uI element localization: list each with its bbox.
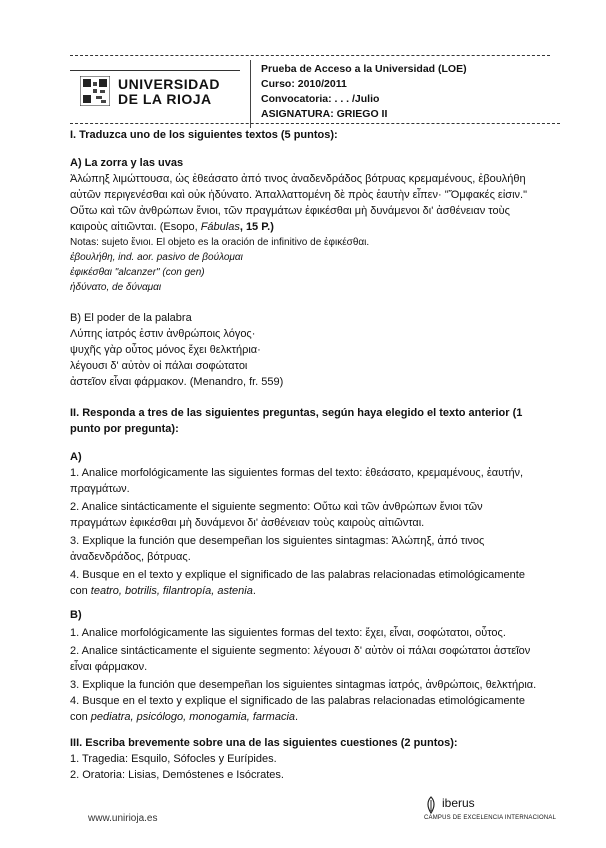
course-label: Curso: 2010/2011 — [261, 78, 347, 90]
sectionA-line: 4. Busque en el texto y explique el significado de las palabras relacionadas etimológicamente — [70, 569, 525, 581]
iberus-logo-icon — [424, 796, 438, 814]
part3-item: 1. Tragedia: Esquilo, Sófocles y Eurípides. — [70, 753, 277, 765]
part1-heading: I. Traduzca uno de los siguientes textos (5 puntos): — [70, 129, 338, 141]
header-top-rule — [70, 55, 550, 56]
textB-line: ψυχῆς γὰρ οὗτος μόνος ἔχει θελκτήρια· — [70, 344, 261, 356]
textB-line: Λύπης ἰατρός ἐστιν ἀνθρώποις λόγος· — [70, 328, 256, 340]
part3-heading: III. Escriba brevemente sobre una de las siguientes cuestiones (2 puntos): — [70, 737, 458, 749]
textA-last-line — [70, 220, 274, 234]
sectionA-line: πραγμάτων. — [70, 483, 130, 495]
textB-title: B) El poder de la palabra — [70, 312, 192, 324]
sectionB-q4-words-line — [70, 710, 298, 724]
session-label: Convocatoria: . . . /Julio — [261, 93, 380, 105]
header-bottom-rule — [70, 123, 560, 124]
sectionA-q4-words: teatro, botrilis, filantropía, astenia — [90, 585, 253, 597]
sectionA-line: ἀναδενδράδος, βότρυας. — [70, 551, 191, 563]
sectionB-line: 2. Analice sintácticamente el siguiente segmento: λέγουσι δ' αὐτὸν οἱ πάλαι σοφώτατοι ἀστεῖον — [70, 645, 531, 657]
footer-website: www.unirioja.es — [88, 813, 158, 824]
university-name-line2: DE LA RIOJA — [118, 91, 212, 107]
sectionA-q4-suffix: . — [252, 585, 256, 597]
textA-line: Ἀλώπηξ λιμώττουσα, ὡς ἐθεάσατο ἀπό τινος ἀναδενδράδος βότρυας κρεμαμένους, ἐβουλήθη — [70, 173, 526, 185]
sectionB-q4-words: pediatra, psicólogo, monogamia, farmacia — [90, 711, 296, 723]
part2-heading-cont: punto por pregunta): — [70, 423, 179, 435]
subject-label: ASIGNATURA: GRIEGO II — [261, 108, 388, 120]
part2-heading: II. Responda a tres de las siguientes preguntas, según haya elegido el texto anterior (1 — [70, 407, 523, 419]
textA-line: Οὕτω καὶ τῶν ἀνθρώπων ἔνιοι, τῶν πραγμάτων ἐφικέσθαι μὴ δυνάμενοι δι' ἀσθένειαν τοὺς — [70, 205, 510, 217]
sectionB-q4-suffix: . — [295, 711, 299, 723]
textA-note: ἠδύνατο, de δύναμαι — [70, 282, 162, 293]
textA-last-greek: καιροὺς αἰτιῶνται. — [70, 221, 157, 233]
header-info-box — [250, 60, 561, 128]
sectionA-line: 1. Analice morfológicamente las siguientes formas del texto: ἐθεάσατο, κρεμαμένους, ἑαυτήν, — [70, 467, 524, 479]
textA-source-work: Fábulas — [200, 221, 240, 233]
sectionA-line: πραγμάτων ἐφικέσθαι μὴ δυνάμενοι δι' ἀσθένειαν τοὺς καιροὺς αἰτιῶνται. — [70, 517, 425, 529]
textB-line: λέγουσι δ' αὐτὸν οἱ πάλαι σοφώτατοι — [70, 360, 248, 372]
footer-brand: iberus — [442, 796, 475, 810]
sectionB-line: 4. Busque en el texto y explique el significado de las palabras relacionadas etimológicamente — [70, 695, 525, 707]
textB-last-line: ἀστεῖον εἶναι φάρμακον. (Menandro, fr. 559) — [70, 376, 284, 388]
textA-source-prefix: (Esopo, — [159, 221, 201, 233]
sectionB-line: 3. Explique la función que desempeñan los siguientes sintagmas ἰατρός, ἀνθρώποις, θελκτήρια. — [70, 679, 537, 691]
part3-item: 2. Oratoria: Lisias, Demóstenes e Isócrates. — [70, 769, 284, 781]
sectionA-line: 3. Explique la función que desempeñan los siguientes sintagmas: Ἀλώπηξ, ἀπό τινος — [70, 535, 485, 547]
sectionB-line: 1. Analice morfológicamente las siguientes formas del texto: ἔχει, εἶναι, σοφώτατοι, οὗτος. — [70, 627, 506, 639]
sectionB-line: εἶναι φάρμακον. — [70, 661, 148, 673]
sectionA-q4-prefix: con — [70, 585, 91, 597]
exam-title: Prueba de Acceso a la Universidad (LOE) — [261, 63, 467, 75]
sectionB-label: B) — [70, 609, 82, 621]
university-logo-icon — [80, 76, 110, 106]
textA-line: αὐτῶν περιγενέσθαι καὶ οὐκ ἠδύνατο. Ἀπαλλαττομένη δὲ πρὸς ἑαυτὴν εἶπεν· "Ὄμφακές εἰσιν." — [70, 189, 527, 201]
sectionB-q4-prefix: con — [70, 711, 91, 723]
textA-note: ἐφικέσθαι "alcanzer" (con gen) — [70, 267, 205, 278]
sectionA-label: A) — [70, 451, 82, 463]
textA-note: Notas: sujeto ἔνιοι. El objeto es la oración de infinitivo de ἐφικέσθαι. — [70, 237, 370, 248]
sectionA-q4-words-line — [70, 584, 256, 598]
textA-source-suffix: , 15 P.) — [239, 221, 274, 233]
footer-brand-sub: CAMPUS DE EXCELENCIA INTERNACIONAL — [424, 815, 557, 821]
sectionA-line: 2. Analice sintácticamente el siguiente segmento: Οὕτω καὶ τῶν ἀνθρώπων ἔνιοι τῶν — [70, 501, 483, 513]
textA-note: ἐβουλήθη, ind. aor. pasivo de βούλομαι — [70, 252, 243, 263]
textA-title: A) La zorra y las uvas — [70, 157, 184, 169]
header-left-rule — [70, 70, 240, 71]
university-name-line1: UNIVERSIDAD — [118, 76, 220, 92]
